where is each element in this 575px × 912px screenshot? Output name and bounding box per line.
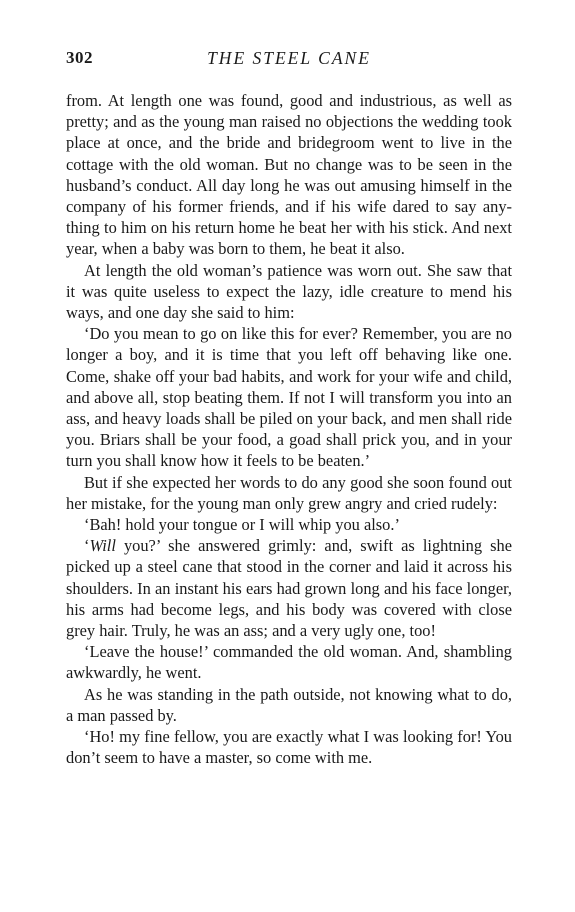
paragraph	[66, 535, 512, 641]
page-header	[66, 48, 512, 74]
paragraph: from. At length one was found, good and industrious, as well as pretty; and as the young man raised no objections the wedding took place at once, and the bride and bridegroom went to live in the cottage with the old woman. But no change was to be seen in the husband’s conduct. All day long he was out amusing himself in the company of his former friends, and if his wife dared to say anything to him on his return home he beat her with his stick. And next year, when a baby was born to them, he beat it also.	[66, 91, 512, 259]
paragraph: ‘Do you mean to go on like this for ever? Remember, you are no longer a boy, and it is time that you left off behaving like one. Come, shake off your bad habits, and work for your wife and child, and above all, stop beating them. If not I will transform you into an ass, and heavy loads shall be piled on your back, and men shall ride you. Briars shall be your food, a goad shall prick you, and in your turn you shall know how it feels to be beaten.’	[66, 324, 512, 471]
running-title: THE STEEL CANE	[207, 48, 371, 68]
paragraph-rest: you?’ she answered grimly: and, swift as lightning she picked up a steel cane that stood in the corner and laid it across his shoulders. In an instant his ears had grown long and his face longer, his arms had become legs, and his body was covered with close grey hair. Truly, he was an ass; and a very ugly one, too!	[66, 536, 512, 641]
paragraph: ‘Bah! hold your tongue or I will whip you also.’	[84, 515, 400, 535]
page-number: 302	[66, 48, 93, 67]
paragraph-quote-open: ‘	[84, 536, 90, 556]
italic-word: Will	[89, 536, 116, 556]
paragraph: At length the old woman’s patience was worn out. She saw that it was quite useless to expect the lazy, idle creature to mend his ways, and one day she said to him:	[66, 260, 512, 323]
paragraph: As he was standing in the path outside, not knowing what to do, a man passed by.	[66, 684, 512, 725]
body-text	[66, 90, 512, 769]
paragraph: ‘Ho! my fine fellow, you are exactly what I was looking for! You don’t seem to have a master, so come with me.	[66, 727, 512, 768]
paragraph: But if she expected her words to do any good she soon found out her mistake, for the young man only grew angry and cried rudely:	[66, 472, 512, 513]
paragraph: ‘Leave the house!’ commanded the old woman. And, shambling awkwardly, he went.	[66, 642, 512, 683]
